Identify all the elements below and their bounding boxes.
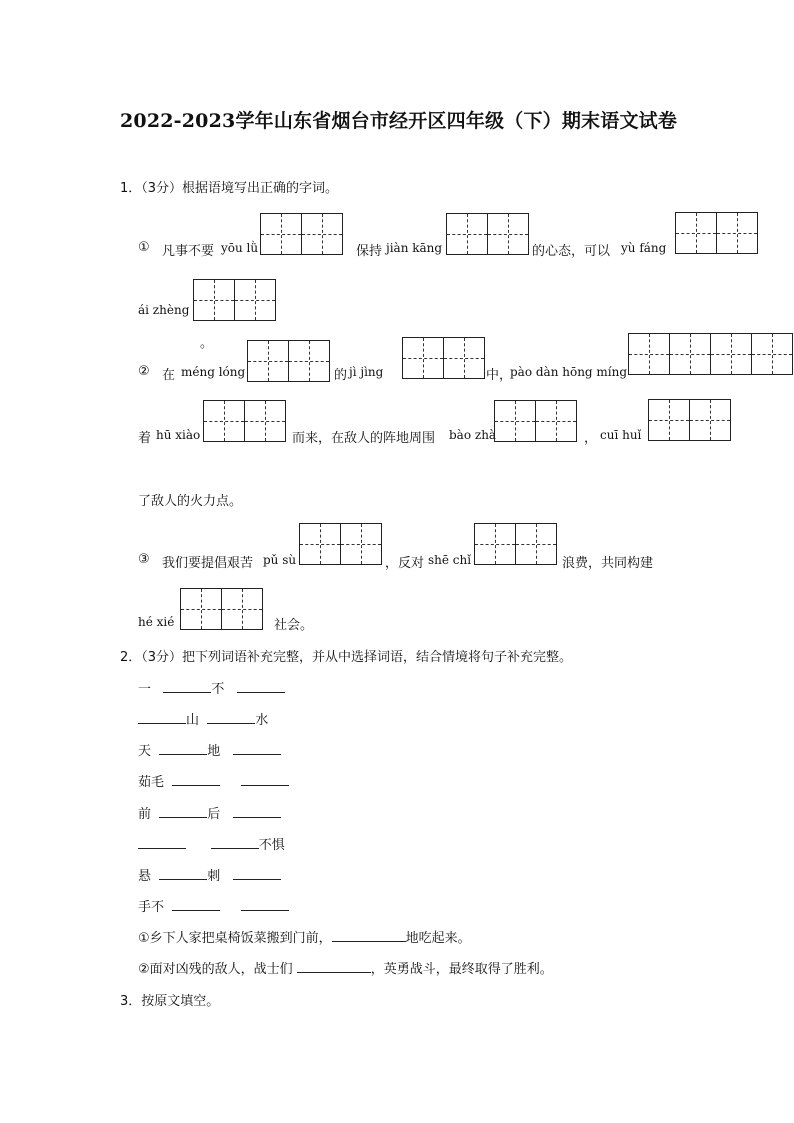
idiom-8-part-a: 手不 (138, 900, 165, 915)
answer-grid-huxiao[interactable] (203, 400, 285, 442)
idiom-7-blank-1[interactable] (159, 866, 207, 880)
sentence-2-part-b: ，英勇战斗，最终取得了胜利。 (370, 962, 553, 977)
idiom-6-blank-2[interactable] (211, 835, 259, 849)
answer-grid-cuihui[interactable] (648, 399, 730, 441)
idiom-2-blank-1[interactable] (138, 710, 186, 724)
item-2-text-6: 了敌人的火力点。 (138, 494, 243, 509)
idiom-row-4 (138, 771, 289, 790)
pinyin-aizheng: ái zhèng (138, 303, 190, 317)
item-3-text-3: 浪费，共同构建 (562, 556, 654, 571)
item-1-period: 。 (200, 336, 214, 351)
idiom-7-blank-2[interactable] (233, 866, 281, 880)
idiom-4-blank-1[interactable] (172, 772, 220, 786)
answer-grid-shechi[interactable] (474, 523, 556, 565)
idiom-7-part-b: 刺 (207, 869, 221, 884)
pinyin-pusu: pǔ sù (263, 553, 297, 567)
pinyin-shechi: shē chǐ (428, 553, 472, 567)
idiom-3-blank-1[interactable] (159, 741, 207, 755)
idiom-1-blank-2[interactable] (237, 679, 285, 693)
idiom-row-8 (138, 896, 289, 915)
item-2-text-5: 而来，在敌人的阵地周围 (292, 431, 436, 446)
pinyin-baozha: bào zhà (449, 428, 497, 442)
idiom-4-blank-2[interactable] (241, 772, 289, 786)
question-1-stem: 1．（3分）根据语境写出正确的字词。 (120, 181, 339, 196)
sentence-2-part-a: ②面对凶残的敌人，战士们 (138, 962, 293, 977)
answer-grid-baozha[interactable] (494, 400, 576, 442)
idiom-row-1 (138, 678, 285, 697)
idiom-3-part-b: 地 (207, 744, 221, 759)
idiom-6-part-b: 不惧 (258, 838, 285, 853)
pinyin-cuihui: cuī huǐ (600, 428, 642, 442)
item-3-text: 我们要提倡艰苦 (162, 556, 254, 571)
sentence-1 (138, 927, 471, 946)
idiom-6-blank-1[interactable] (138, 835, 186, 849)
pinyin-menglong: méng lóng (181, 365, 246, 379)
idiom-5-part-a: 前 (138, 807, 152, 822)
pinyin-paodanhongming: pào dàn hōng míng (510, 365, 628, 379)
idiom-1-part-b: 不 (211, 682, 225, 697)
item-2-text: 在 (162, 368, 176, 383)
idiom-2-part-b: 水 (255, 713, 269, 728)
item-2-text-4: 着 (138, 431, 152, 446)
idiom-row-3 (138, 740, 281, 759)
item-1-text: 凡事不要 (162, 244, 215, 259)
sentence-1-part-a: ①乡下人家把桌椅饭菜搬到门前， (138, 931, 332, 946)
answer-grid-pusu[interactable] (299, 523, 381, 565)
pinyin-huxiao: hū xiào (156, 428, 201, 442)
idiom-3-blank-2[interactable] (233, 741, 281, 755)
idiom-8-blank-2[interactable] (241, 897, 289, 911)
pinyin-hexie: hé xié (138, 615, 175, 629)
idiom-row-7 (138, 865, 281, 884)
pinyin-yufang: yù fáng (621, 241, 667, 255)
pinyin-youlv: yōu lǜ (221, 241, 259, 255)
sentence-2-blank[interactable] (297, 959, 371, 973)
idiom-3-part-a: 天 (138, 744, 152, 759)
item-3-text-4: 社会。 (274, 618, 314, 633)
answer-grid-youlv[interactable] (260, 213, 342, 255)
exam-title: 2022-2023学年山东省烟台市经开区四年级（下）期末语文试卷 (120, 110, 678, 132)
sentence-2 (138, 958, 553, 977)
answer-grid-jiankang[interactable] (446, 213, 528, 255)
idiom-1-blank-1[interactable] (163, 679, 211, 693)
idiom-2-part-a: 山 (186, 713, 200, 728)
item-2-text-3: 中， (486, 368, 513, 383)
idiom-4-part-a: 茹毛 (138, 775, 165, 790)
idiom-row-5 (138, 803, 281, 822)
question-2-stem: 2．（3分）把下列词语补充完整，并从中选择词语，结合情境将句子补充完整。 (120, 650, 573, 665)
answer-grid-yufang[interactable] (675, 212, 757, 254)
idiom-7-part-a: 悬 (138, 869, 152, 884)
idiom-8-blank-1[interactable] (172, 897, 220, 911)
idiom-row-2 (138, 709, 268, 728)
item-1-marker: ① (138, 240, 150, 255)
answer-grid-menglong[interactable] (247, 340, 329, 382)
item-2-text-2: 的 (334, 368, 348, 383)
pinyin-jijing: jì jìng (349, 365, 384, 379)
question-3-stem: 3．按原文填空。 (120, 994, 220, 1009)
pinyin-jiankang: jiàn kāng (386, 241, 443, 255)
item-3-marker: ③ (138, 552, 150, 567)
item-1-text-2: 保持 (356, 244, 383, 259)
idiom-5-blank-1[interactable] (159, 804, 207, 818)
idiom-row-6 (138, 834, 285, 853)
item-2-marker: ② (138, 364, 150, 379)
sentence-1-blank[interactable] (332, 928, 406, 942)
item-2-comma: ， (584, 431, 598, 446)
answer-grid-hexie[interactable] (180, 588, 262, 630)
item-3-text-2: ，反对 (385, 556, 425, 571)
idiom-5-blank-2[interactable] (233, 804, 281, 818)
item-1-text-3: 的心态，可以 (532, 244, 611, 259)
idiom-5-part-b: 后 (207, 807, 221, 822)
answer-grid-aizheng[interactable] (193, 279, 275, 321)
idiom-1-part-a: 一 (138, 682, 152, 697)
sentence-1-part-b: 地吃起来。 (405, 931, 471, 946)
answer-grid-paodanhongming[interactable] (628, 333, 792, 375)
idiom-2-blank-2[interactable] (207, 710, 255, 724)
answer-grid-jijing[interactable] (402, 337, 484, 379)
